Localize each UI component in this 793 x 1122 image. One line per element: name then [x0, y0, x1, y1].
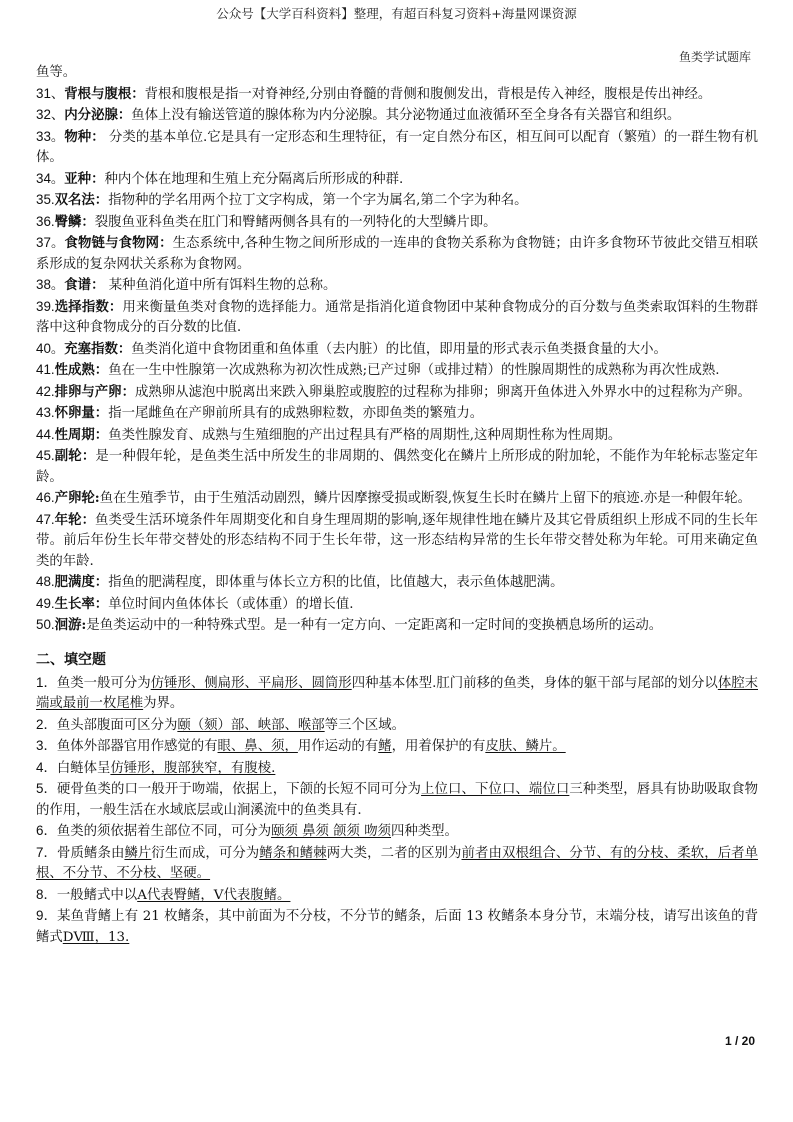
definition-text: 指鱼的肥满程度，即体重与体长立方积的比值，比值越大，表示鱼体越肥满。 [108, 575, 564, 590]
definition-item [36, 212, 758, 234]
item-number: 9． [36, 908, 58, 923]
item-number: 8． [36, 886, 57, 902]
answer-text: A代表臀鳍，V代表腹鳍。 [137, 887, 291, 903]
definition-term: 产卵轮 [54, 490, 95, 506]
definition-item [36, 339, 758, 361]
definition-text: 指物种的学名用两个拉丁文字构成，第一个字为属名,第二个字为种名。 [108, 193, 528, 208]
definition-term: 食物链与食物网 [64, 235, 160, 251]
fill-blank-item [36, 758, 758, 780]
term-separator: ： [81, 511, 96, 528]
definition-term: 亚种 [64, 170, 92, 187]
definition-item [36, 594, 758, 616]
item-number: 5． [36, 781, 58, 796]
definition-item [36, 572, 758, 594]
item-number: 35. [36, 192, 55, 207]
question-text: 四种基本体型.肛门前移的鱼类，身体的躯干部与尾部的划分以 [351, 675, 718, 691]
definition-text: 用来衡量鱼类对食物的选择能力。通常是指消化道食物团中某种食物成分的百分数与鱼类索取饵料的生物群落中这种食物成分的百分数的比值. [36, 299, 759, 335]
item-number: 2． [36, 716, 57, 732]
item-number: 4． [36, 759, 57, 775]
definition-item [36, 510, 758, 573]
fill-blank-item [36, 885, 758, 907]
term-separator: ： [94, 574, 109, 590]
definition-item [36, 382, 758, 404]
answer-text: 仿锤形、侧扁形、平扁形、圆筒形 [150, 675, 352, 691]
continuation-text: 鱼等。 [36, 65, 77, 80]
definition-text: 单位时间内鱼体体长（或体重）的增长值. [108, 596, 354, 612]
definition-term: 排卵与产卵 [54, 383, 122, 400]
item-number: 7． [36, 844, 58, 860]
definition-item [36, 84, 758, 106]
definition-text: 鱼类受生活环境条件年周期变化和自身生理周期的影响,逐年规律性地在鳞片及其它骨质组织上形成不同的生长年带。前后年份生长年带交替处的形态结构不同于生长年带，这一形态结构异常的生长年带交替处称为年轮。可用来确定鱼类的年龄. [36, 512, 759, 569]
question-text: 硬骨鱼类的口一般开于吻端，依据上，下颌的长短不同可分为 [57, 782, 422, 797]
fill-blank-item [36, 779, 758, 821]
answer-text: 鳍条和鳍棘 [259, 845, 327, 861]
item-number: 36. [36, 213, 55, 229]
definition-term: 充塞指数 [64, 340, 118, 357]
definition-term: 内分泌腺 [64, 107, 118, 123]
term-separator: ： [94, 405, 109, 421]
definition-item [36, 615, 758, 637]
question-text: 三种类型，唇具有协助吸取食物的作用，一般生活在水域底层或山涧溪流中的鱼类具有. [36, 782, 759, 818]
fill-blank-item [36, 821, 758, 843]
definition-item [36, 275, 758, 297]
term-separator: ： [117, 340, 132, 357]
fill-blank-item [36, 843, 758, 885]
answer-text: 皮肤、鳞片。 [485, 739, 566, 754]
term-separator: ： [94, 192, 109, 208]
item-number: 49. [36, 595, 55, 611]
question-text: 鱼头部腹面可区分为 [56, 717, 178, 733]
section-title: 二、填空题 [36, 651, 106, 668]
answer-text: 眼、鼻、须， [217, 739, 298, 754]
answer-text: 鳍 [378, 739, 392, 754]
page-number: 1 / 20 [724, 1034, 755, 1048]
fill-blank-item [36, 736, 758, 758]
answer-text: 鳞片 [124, 845, 152, 861]
definition-term: 背根与腹根 [64, 85, 132, 102]
definition-text: 是一种假年轮，是鱼类生活中所发生的非周期的、偶然变化在鳞片上所形成的附加轮，不能作为年轮标志鉴定年龄。 [36, 449, 759, 485]
definition-text: 鱼类性腺发育、成熟与生殖细胞的产出过程具有严格的周期性,这种周期性称为性周期。 [108, 427, 622, 443]
definition-item [36, 446, 758, 488]
definition-text: 种内个体在地理和生殖上充分隔离后所形成的种群. [104, 171, 404, 187]
term-separator: ： [94, 362, 109, 378]
definition-text: 生态系统中,各种生物之间所形成的一连串的食物关系称为食物链；由许多食物环节彼此交错互相联系形成的复杂网状关系称为食物网。 [36, 236, 758, 272]
answer-text: 前者由双根组合、分节、有的分枝、柔软，后者单根、不分节、不分枝、坚硬。 [36, 845, 759, 881]
fill-blank-item [36, 715, 758, 737]
term-separator: ： [159, 235, 173, 251]
item-number: 43. [36, 405, 55, 420]
term-separator: ： [117, 107, 132, 123]
question-text: 鱼体外部器官用作感觉的有 [56, 739, 218, 754]
term-separator: : [81, 617, 87, 633]
term-separator: ： [81, 213, 95, 230]
definition-term: 生长率 [54, 595, 95, 612]
definition-term: 洄游 [54, 617, 82, 633]
definition-term: 肥满度 [54, 574, 95, 590]
definition-text: 分类的基本单位.它是具有一定形态和生理特征，有一定自然分布区，相互间可以配育（繁殖）的一群生物有机体。 [36, 129, 759, 165]
definition-term: 双名法 [54, 192, 95, 208]
item-number: 6． [36, 823, 57, 838]
definition-term: 怀卵量 [54, 405, 95, 421]
question-text: 某鱼背鳍上有 21 枚鳍条，其中前面为不分枝，不分节的鳍条，后面 13 枚鳍条本身分节，末端分枝，请写出该鱼的背鳍式 [36, 909, 758, 945]
definition-item [36, 105, 758, 127]
item-number: 50. [36, 617, 55, 632]
term-separator: ： [91, 277, 105, 293]
definition-text: 裂腹鱼亚科鱼类在肛门和臀鳍两侧各具有的一列特化的大型鳞片即。 [94, 214, 497, 230]
page-content [36, 63, 758, 948]
item-number: 44. [36, 426, 55, 442]
definition-text: 鱼在一生中性腺第一次成熟称为初次性成熟;已产过卵（或排过精）的性腺周期性的成熟称为再次性成熟. [108, 363, 720, 378]
question-text: 一般鳍式中以 [56, 887, 138, 903]
answer-text: 仿锤形，腹部狭窄，有腹棱. [110, 760, 276, 776]
definition-item [36, 425, 758, 447]
item-number: 47. [36, 511, 55, 527]
definition-text: 是鱼类运动中的一种特殊式型。是一种有一定方向、一定距离和一定时间的变换栖息场所的运动。 [86, 618, 663, 633]
answer-text: 体腔末端或最前一枚尾椎 [36, 675, 759, 711]
item-number: 38。 [36, 277, 65, 292]
item-number: 41. [36, 362, 55, 377]
answer-text: 上位口、下位口、端位口 [421, 782, 570, 797]
definition-text: 鱼类消化道中食物团重和鱼体重（去内脏）的比值，即用量的形式表示鱼类摄食量的大小。 [131, 341, 667, 357]
fill-blank-item [36, 673, 758, 715]
answer-text: 颐须 鼻须 颌须 吻须 [271, 824, 391, 839]
definition-item [36, 190, 758, 212]
question-text: 为界。 [143, 696, 184, 711]
item-number: 3． [36, 738, 57, 753]
definition-text: 成熟卵从滤泡中脱离出来跌入卵巢腔或腹腔的过程称为排卵；卵离开鱼体进入外界水中的过程称为产卵。 [134, 384, 751, 400]
definition-text: 鱼在生殖季节，由于生殖活动剧烈，鳞片因摩擦受损或断裂,恢复生长时在鳞片上留下的痕迹.亦是一种假年轮。 [99, 491, 752, 506]
item-number: 1． [36, 674, 57, 690]
term-separator: ： [81, 448, 96, 464]
item-number: 37。 [36, 235, 65, 250]
definition-text: 某种鱼消化道中所有饵料生物的总称。 [104, 278, 337, 293]
item-number: 34。 [36, 170, 65, 186]
definition-item [36, 297, 758, 339]
item-number: 45. [36, 448, 55, 463]
term-separator: ： [121, 383, 135, 400]
item-number: 48. [36, 574, 55, 589]
definition-item [36, 127, 758, 169]
item-number: 40。 [36, 340, 65, 356]
term-separator: ： [94, 595, 109, 612]
definition-term: 年轮 [54, 511, 82, 528]
question-text: 用作运动的有 [297, 739, 379, 754]
question-text: ，用着保护的有 [391, 739, 486, 754]
fill-blank-item [36, 906, 758, 948]
definition-item [36, 403, 758, 425]
definition-item [36, 360, 758, 382]
answer-text: 颐（颏）部、峡部、喉部 [177, 717, 325, 733]
definition-list [36, 84, 758, 637]
question-text: 骨质鳍条由 [57, 845, 125, 861]
definition-term: 食谱 [64, 277, 92, 293]
definition-term: 臀鳞 [54, 213, 82, 230]
question-text: 等三个区域。 [324, 717, 405, 733]
term-separator: ： [131, 85, 145, 102]
term-separator: ： [91, 128, 105, 145]
question-text: 衍生而成，可分为 [151, 845, 260, 861]
answer-text: DⅧ，13. [62, 929, 130, 945]
definition-text: 鱼体上没有输送管道的腺体称为内分泌腺。其分泌物通过血液循环至全身各有关器官和组织。 [131, 108, 681, 123]
fill-blank-list [36, 673, 758, 949]
definition-item [36, 233, 758, 275]
definition-term: 副轮 [54, 448, 82, 464]
source-banner: 公众号【大学百科资料】整理，有超百科复习资料+海量网课资源 [216, 6, 577, 21]
question-text: 四种类型。 [391, 824, 458, 839]
item-number: 39. [36, 298, 55, 314]
item-number: 31、 [36, 85, 65, 101]
item-number: 42. [36, 383, 55, 399]
term-separator: ： [108, 298, 123, 315]
term-separator: ： [94, 426, 109, 443]
question-text: 鱼类一般可分为 [56, 675, 151, 691]
question-text: 两大类，二者的区别为 [326, 845, 462, 861]
item-number: 46. [36, 490, 55, 505]
definition-item [36, 488, 758, 510]
question-text: 鱼类的须依据着生部位不同，可分为 [56, 824, 272, 839]
item-number: 32、 [36, 107, 65, 122]
term-separator: ： [91, 170, 105, 187]
definition-term: 选择指数 [54, 298, 109, 315]
question-text: 白鲢体呈 [56, 760, 111, 776]
definition-term: 物种 [64, 128, 92, 145]
running-title: 鱼类学试题库 [678, 50, 751, 64]
definition-text: 背根和腹根是指一对脊神经,分别由脊髓的背侧和腹侧发出，背根是传入神经，腹根是传出神经。 [144, 86, 712, 102]
definition-text: 指一尾雌鱼在产卵前所具有的成熟卵粒数，亦即鱼类的繁殖力。 [108, 406, 484, 421]
item-number: 33。 [36, 128, 65, 144]
definition-term: 性成熟 [54, 362, 95, 378]
term-separator: : [94, 490, 100, 506]
definition-item [36, 169, 758, 191]
definition-term: 性周期 [54, 426, 95, 443]
